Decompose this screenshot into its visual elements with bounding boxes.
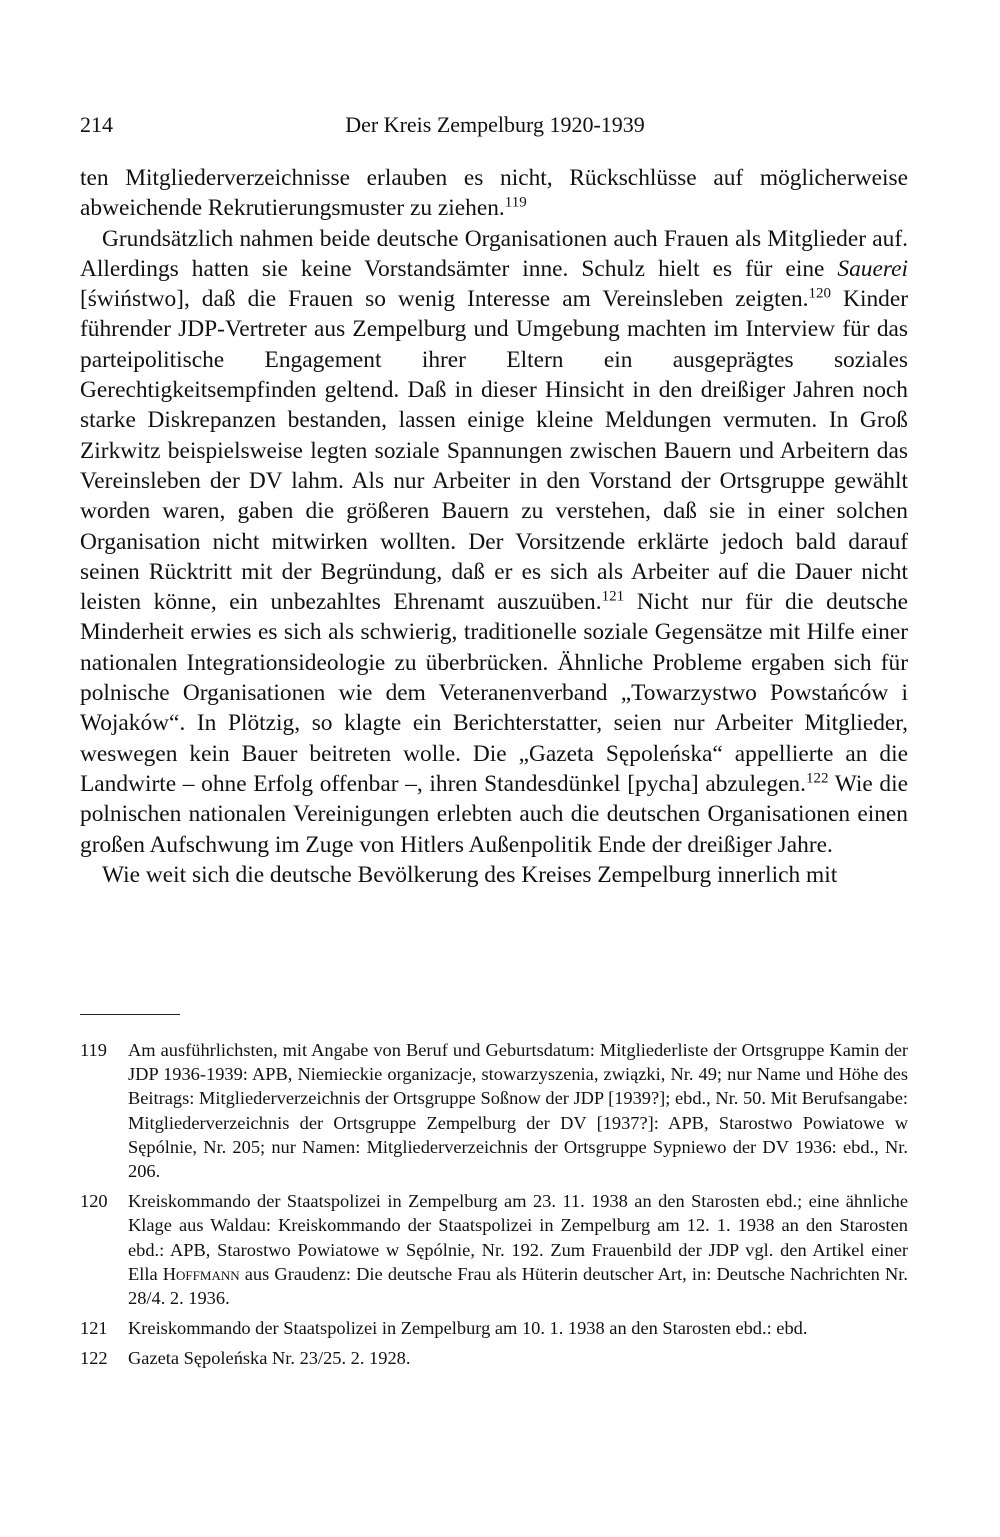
paragraph-text: Nicht nur für die deutsche Minderheit erwies es sich als schwierig, traditionelle soziale Gegensätze mit Hilfe einer nationalen Integrationsideologie zu überbrücken. Ähnliche Probleme ergaben sich für polnische Organisationen wie dem Veteranenverband „Towarzystwo Powstańców i Wojaków“. In Plötzig, so klagte ein Berichterstatter, seien nur Arbeiter Mitglieder, weswegen kein Bauer beitreten wolle. Die „Gazeta Sępoleńska“ appellierte an die Landwirte – ohne Erfolg offenbar –, ihren Standesdünkel [pycha] abzulegen. (80, 589, 908, 797)
paragraph-1 (80, 163, 908, 224)
footnote-119 (80, 1038, 908, 1183)
paragraph-text: [świństwo], daß die Frauen so wenig Interesse am Vereinsleben zeigten. (80, 286, 809, 313)
italic-term: Sauerei (837, 255, 908, 282)
paragraph-text: ten Mitgliederverzeichnisse erlauben es nicht, Rückschlüsse auf möglicherweise abweichende Rekrutierungsmuster zu ziehen. (80, 165, 908, 222)
paragraph-3 (80, 860, 908, 890)
footnote-121 (80, 1316, 908, 1340)
footnote-ref-121[interactable]: 121 (601, 588, 625, 605)
page-number: 214 (80, 112, 113, 137)
footnote-number: 119 (80, 1040, 107, 1060)
footnote-text: Kreiskommando der Staatspolizei in Zempelburg am 23. 11. 1938 an den Starosten ebd.; eine ähnliche Klage aus Waldau: Kreiskommando der Staatspolizei in Zempelburg am 12. 1. 1938 an den Starosten ebd.: APB, Starostwo Powiatowe w Sępólnie, Nr. 192. Zum Frauenbild der JDP vgl. den Artikel einer Ella (128, 1191, 908, 1284)
paragraph-2 (80, 224, 908, 860)
footnote-text: Kreiskommando der Staatspolizei in Zempelburg am 10. 1. 1938 an den Starosten ebd.: ebd. (128, 1318, 808, 1339)
footnote-ref-122[interactable]: 122 (805, 770, 829, 787)
footnote-number: 122 (80, 1348, 108, 1369)
footnote-number: 121 (80, 1318, 108, 1339)
main-text (80, 163, 908, 890)
footnote-text: aus Graudenz: Die deutsche Frau als Hüterin deutscher Art, in: Deutsche Nachrichten Nr. 28/4. 2. 1936. (128, 1263, 908, 1309)
footnote-ref-119[interactable]: 119 (504, 194, 527, 211)
footnote-text: Am ausführlichsten, mit Angabe von Beruf und Geburtsdatum: Mitgliederliste der Ortsgruppe Kamin der JDP 1936-1939: APB, Niemieckie organizacje, stowarzyszenia, związki, Nr. 49; nur Name und Höhe des Beitrags: Mitgliederverzeichnis der Ortsgruppe Soßnow der JDP [1939?]; ebd., Nr. 50. Mit Berufsangabe: Mitgliederverzeichnis der Ortsgruppe Zempelburg der DV [1937?]: APB, Starostwo Powiatowe w Sępólnie, Nr. 205; nur Namen: Mitgliederverzeichnis der Ortsgruppe Sypniewo der DV 1936: ebd., Nr. 206. (128, 1040, 908, 1182)
paragraph-text: Wie die polnischen nationalen Vereinigungen erlebten auch die deutschen Organisationen einen großen Aufschwung im Zuge von Hitlers Außenpolitik Ende der dreißiger Jahre. (80, 770, 908, 858)
paragraph-text: Kinder führender JDP-Vertreter aus Zempelburg und Umgebung machten im Interview für das parteipolitische Engagement ihrer Eltern ein ausgeprägtes soziales Gerechtigkeitsempfinden geltend. Daß in dieser Hinsicht in den dreißiger Jahren noch starke Diskrepanzen bestanden, lassen einige kleine Meldungen vermuten. In Groß Zirkwitz beispielsweise legten soziale Spannungen zwischen Bauern und Arbeitern das Vereinsleben der DV lahm. Als nur Arbeiter in den Vorstand der Ortsgruppe gewählt worden waren, gaben die größeren Bauern zu verstehen, daß sie in einer solchen Organisation nicht mitwirken wollten. Der Vorsitzende erklärte jedoch bald darauf seinen Rücktritt mit der Begründung, daß er es sich als Arbeiter auf die Dauer nicht leisten könne, ein unbezahltes Ehrenamt auszuüben. (80, 286, 909, 616)
footnote-120 (80, 1189, 908, 1310)
footnotes (80, 1038, 908, 1377)
author-name: Hoffmann (162, 1263, 240, 1284)
footnote-divider (80, 1014, 180, 1015)
running-title: Der Kreis Zempelburg 1920-1939 (345, 112, 645, 137)
footnote-122 (80, 1346, 908, 1370)
page-header (80, 112, 910, 142)
paragraph-text: Wie weit sich die deutsche Bevölkerung des Kreises Zempelburg innerlich mit (102, 861, 838, 888)
footnote-text: Gazeta Sępoleńska Nr. 23/25. 2. 1928. (128, 1348, 411, 1369)
footnote-ref-120[interactable]: 120 (808, 285, 832, 302)
paragraph-text: Grundsätzlich nahmen beide deutsche Organisationen auch Frauen als Mitglieder auf. Allerdings hatten sie keine Vorstandsämter inne. Schulz hielt es für eine (80, 225, 908, 282)
footnote-number: 120 (80, 1191, 108, 1212)
